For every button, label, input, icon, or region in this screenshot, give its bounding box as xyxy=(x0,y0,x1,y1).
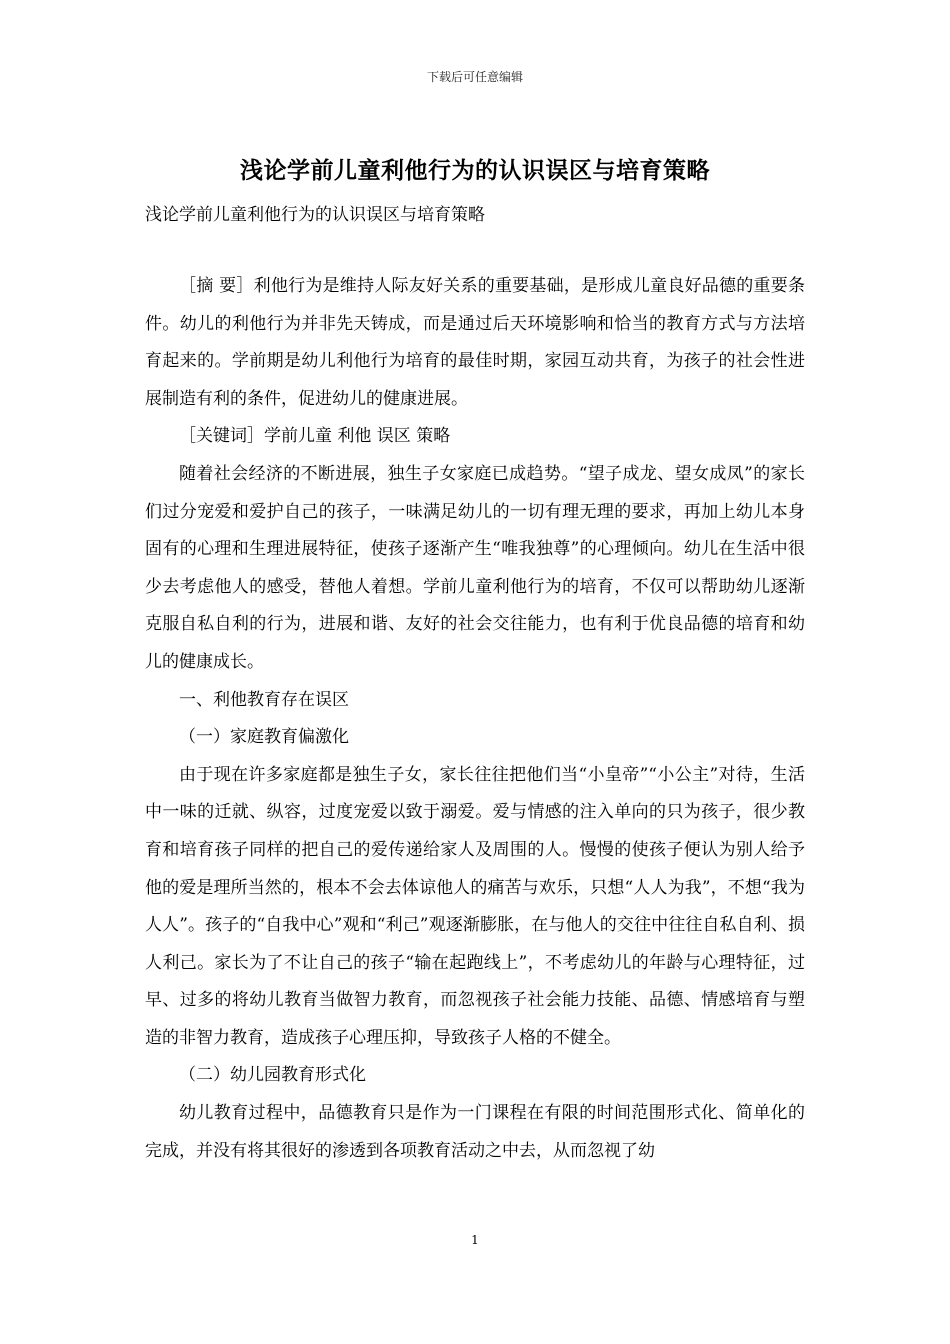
abstract-paragraph: ［摘 要］利他行为是维持人际友好关系的重要基础，是形成儿童良好品德的重要条件。幼儿的利他行为并非先天铸成，而是通过后天环境影响和恰当的教育方式与方法培育起来的。学前期是幼儿利他行为培育的最佳时期，家园互动共育，为孩子的社会性进展制造有利的条件，促进幼儿的健康进展。 xyxy=(145,276,805,409)
document-body xyxy=(145,268,805,1170)
subsection-heading: （二）幼儿园教育形式化 xyxy=(179,1065,366,1086)
document-subtitle: 浅论学前儿童利他行为的认识误区与培育策略 xyxy=(145,205,485,225)
section-heading: 一、利他教育存在误区 xyxy=(179,689,349,710)
keywords-paragraph: ［关键词］学前儿童 利他 误区 策略 xyxy=(179,426,451,447)
document-title: 浅论学前儿童利他行为的认识误区与培育策略 xyxy=(240,157,710,184)
subsection-paragraph: 由于现在许多家庭都是独生子女，家长往往把他们当“小皇帝”“小公主”对待，生活中一味的迁就、纵容，过度宠爱以致于溺爱。爱与情感的注入单向的只为孩子，很少教育和培育孩子同样的把自己的爱传递给家人及周围的人。慢慢的使孩子便认为别人给予他的爱是理所当然的，根本不会去体谅他人的痛苦与欢乐，只想“人人为我”，不想“我为人人”。孩子的“自我中心”观和“利己”观逐渐膨胀，在与他人的交往中往往自私自利、损人利己。家长为了不让自己的孩子“输在起跑线上”，不考虑幼儿的年龄与心理特征，过早、过多的将幼儿教育当做智力教育，而忽视孩子社会能力技能、品德、情感培育与塑造的非智力教育，造成孩子心理压抑，导致孩子人格的不健全。 xyxy=(145,764,805,1048)
header-note: 下载后可任意编辑 xyxy=(426,70,523,84)
page-number: 1 xyxy=(471,1233,479,1247)
intro-paragraph: 随着社会经济的不断进展，独生子女家庭已成趋势。“望子成龙、望女成凤”的家长们过分宠爱和爱护自己的孩子，一味满足幼儿的一切有理无理的要求，再加上幼儿本身固有的心理和生理进展特征，使孩子逐渐产生“唯我独尊”的心理倾向。幼儿在生活中很少去考虑他人的感受，替他人着想。学前儿童利他行为的培育，不仅可以帮助幼儿逐渐克服自私自利的行为，进展和谐、友好的社会交往能力，也有利于优良品德的培育和幼儿的健康成长。 xyxy=(145,463,805,672)
subsection-heading: （一）家庭教育偏激化 xyxy=(179,727,349,748)
subsection-paragraph: 幼儿教育过程中，品德教育只是作为一门课程在有限的时间范围形式化、简单化的完成，并没有将其很好的渗透到各项教育活动之中去，从而忽视了幼 xyxy=(145,1103,805,1161)
